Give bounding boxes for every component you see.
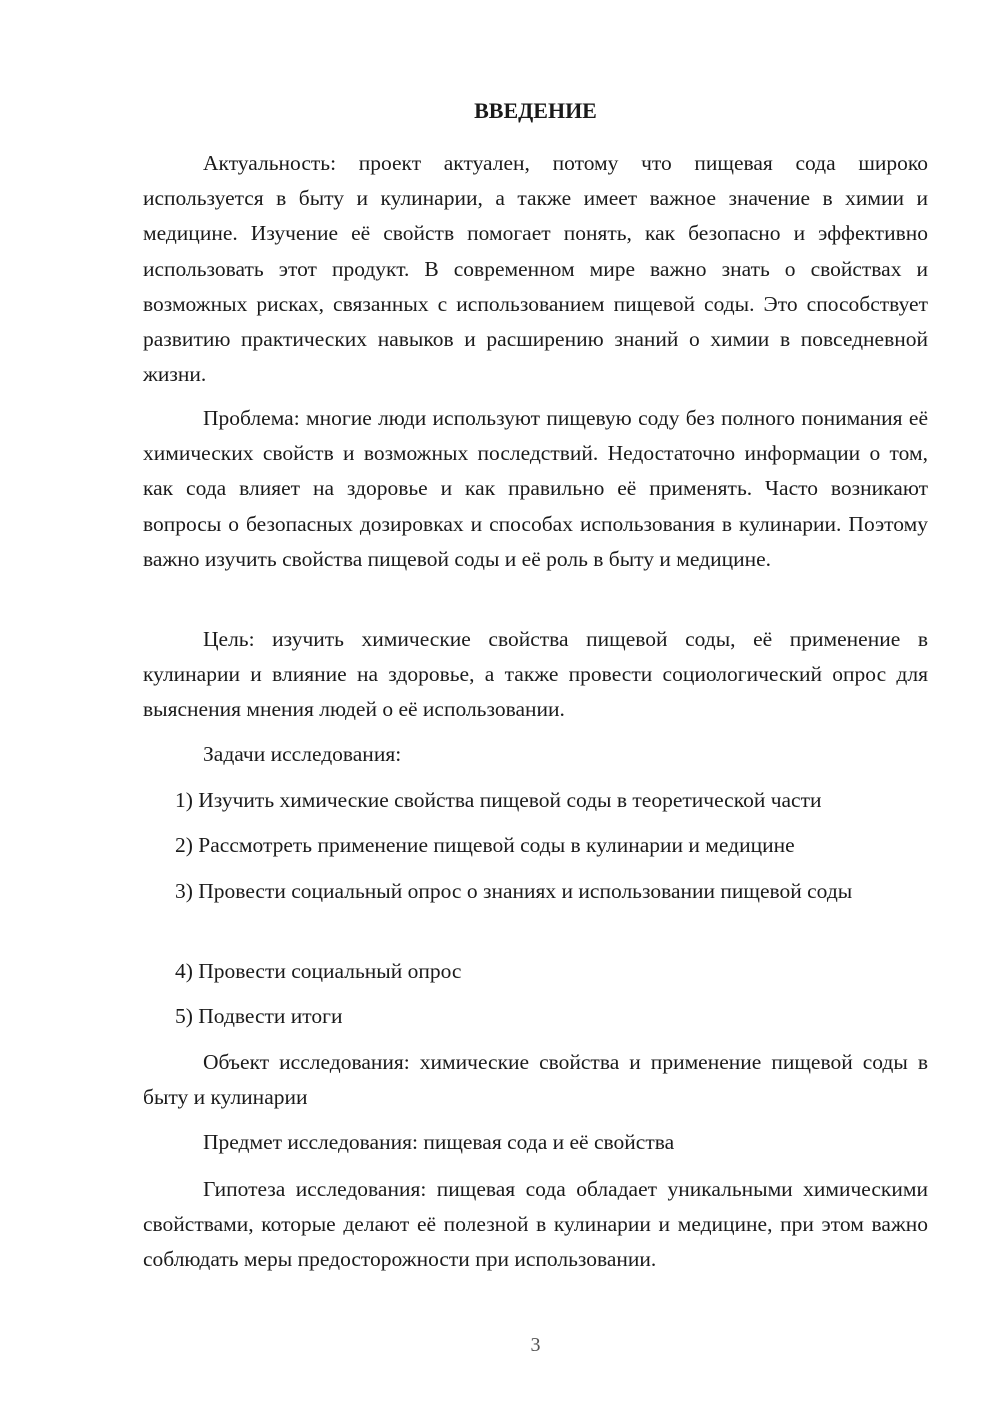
task-item-5: 5) Подвести итоги	[175, 1004, 343, 1028]
problem-paragraph: Проблема: многие люди используют пищевую соду без полного понимания её химических свойств и возможных последствий. Недостаточно информации о том, как сода влияет на здоровье и как правильно её применять. Часто возникают вопросы о безопасных дозировках и способах использования в кулинарии. Поэтому важно изучить свойства пищевой соды и её роль в быту и медицине.	[143, 406, 928, 571]
task-item-4: 4) Провести социальный опрос	[175, 959, 462, 983]
tasks-heading: Задачи исследования:	[203, 742, 402, 766]
task-item-2: 2) Рассмотреть применение пищевой соды в кулинарии и медицине	[175, 833, 795, 857]
hypothesis-paragraph: Гипотеза исследования: пищевая сода обладает уникальными химическими свойствами, которые делают её полезной в кулинарии и медицине, при этом важно соблюдать меры предосторожности при использовании.	[143, 1177, 928, 1272]
section-heading: ВВЕДЕНИЕ	[474, 98, 597, 123]
goal-paragraph: Цель: изучить химические свойства пищевой соды, её применение в кулинарии и влияние на здоровье, а также провести социологический опрос для выяснения мнения людей о её использовании.	[143, 627, 928, 722]
task-item-1: 1) Изучить химические свойства пищевой соды в теоретической части	[175, 788, 822, 812]
task-item-3: 3) Провести социальный опрос о знаниях и использовании пищевой соды	[175, 879, 853, 903]
object-paragraph: Объект исследования: химические свойства и применение пищевой соды в быту и кулинарии	[143, 1050, 928, 1110]
page-number: 3	[530, 1334, 541, 1356]
subject-paragraph: Предмет исследования: пищевая сода и её свойства	[203, 1130, 675, 1154]
relevance-paragraph: Актуальность: проект актуален, потому что пищевая сода широко используется в быту и кулинарии, а также имеет важное значение в химии и медицине. Изучение её свойств помогает понять, как безопасно и эффективно использовать этот продукт. В современном мире важно знать о свойствах и возможных рисках, связанных с использованием пищевой соды. Это способствует развитию практических навыков и расширению знаний о химии в повседневной жизни.	[143, 151, 928, 387]
